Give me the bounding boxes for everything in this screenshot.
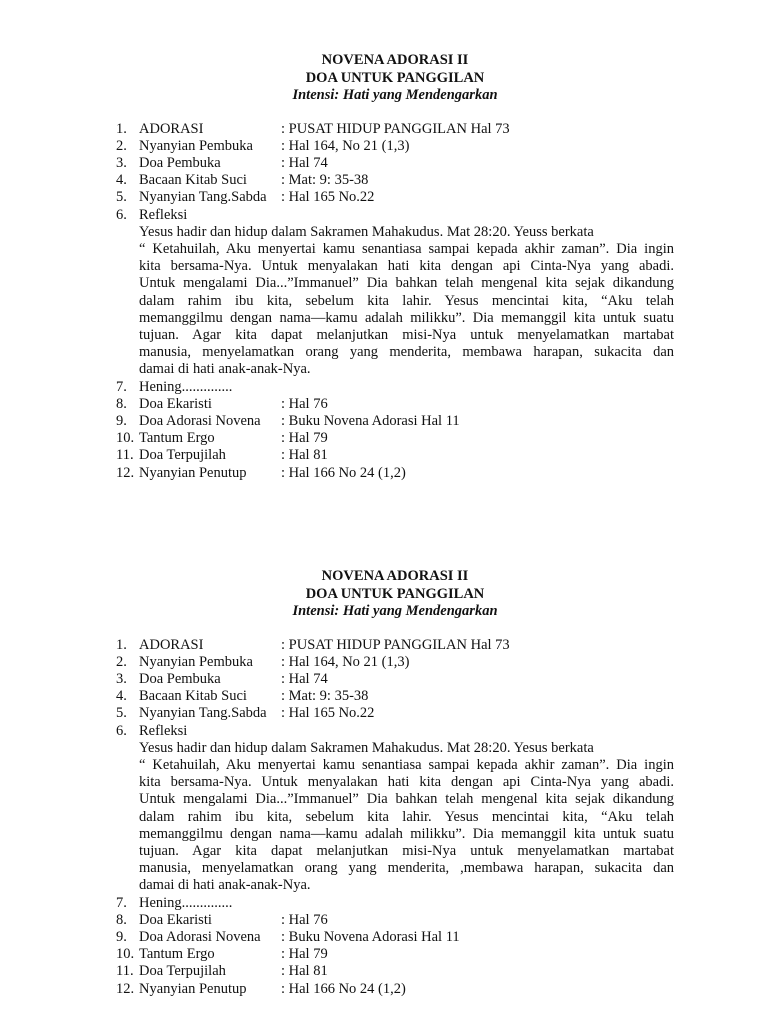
reflection-paragraph: [116, 224, 674, 379]
item-number: 8.: [116, 395, 127, 412]
item-label: Nyanyian Pembuka: [139, 653, 253, 670]
list-item: [116, 671, 674, 688]
item-value: : Hal 79: [281, 430, 328, 447]
list-item: [116, 705, 674, 722]
reflection-line: kita bersama-Nya. Untuk menyalakan hati kita dengan api Cinta-Nya yang abadi.: [139, 774, 674, 791]
list-item: [116, 172, 674, 189]
reflection-line: memanggilmu dengan nama—kamu adalah milikku”. Dia memanggil kita untuk suatu: [139, 825, 674, 842]
item-value: : Hal 76: [281, 911, 328, 928]
item-number: 7.: [116, 894, 127, 911]
item-label: Bacaan Kitab Suci: [139, 172, 247, 189]
list-item: [116, 413, 674, 430]
agenda-list: [116, 121, 674, 482]
item-value: : Buku Novena Adorasi Hal 11: [281, 412, 460, 429]
item-number: 11.: [116, 963, 134, 980]
list-item: [116, 465, 674, 482]
list-item: [116, 121, 674, 138]
item-number: 9.: [116, 412, 127, 429]
item-number: 2.: [116, 137, 127, 154]
item-value: : Hal 81: [281, 963, 328, 980]
item-label: Doa Ekaristi: [139, 395, 212, 412]
reflection-line: “ Ketahuilah, Aku menyertai kamu senantiasa sampai kepada akhir zaman”. Dia ingin: [139, 240, 674, 257]
list-item: [116, 189, 674, 206]
list-item: [116, 688, 674, 705]
reflection-line: memanggilmu dengan nama—kamu adalah milikku”. Dia memanggil kita untuk suatu: [139, 309, 674, 326]
item-label: Nyanyian Penutup: [139, 980, 247, 997]
item-value: : Hal 76: [281, 395, 328, 412]
agenda-list: [116, 637, 674, 998]
reflection-line: Yesus hadir dan hidup dalam Sakramen Mahakudus. Mat 28:20. Yeuss berkata: [139, 223, 594, 240]
item-number: 9.: [116, 928, 127, 945]
reflection-line: kita bersama-Nya. Untuk menyalakan hati kita dengan api Cinta-Nya yang abadi.: [139, 258, 674, 275]
list-item: [116, 654, 674, 671]
item-number: 3.: [116, 670, 127, 687]
reflection-line: dalam rahim ibu kita, sebelum kita lahir. Yesus mencintai kita, “Aku telah: [139, 808, 674, 825]
item-label: Doa Adorasi Novena: [139, 412, 261, 429]
list-item: [116, 929, 674, 946]
item-number: 2.: [116, 653, 127, 670]
list-item: [116, 723, 674, 740]
item-number: 6.: [116, 206, 127, 223]
item-label: Doa Ekaristi: [139, 911, 212, 928]
item-label: Doa Pembuka: [139, 154, 221, 171]
list-item: [116, 447, 674, 464]
item-value: : Hal 165 No.22: [281, 705, 375, 722]
item-value: : Mat: 9: 35-38: [281, 688, 369, 705]
item-number: 12.: [116, 464, 135, 481]
item-label: Refleksi: [139, 722, 188, 739]
item-label: Refleksi: [139, 206, 188, 223]
item-label: ADORASI: [139, 636, 204, 653]
list-item: [116, 946, 674, 963]
document-title: NOVENA ADORASI II: [321, 568, 469, 584]
reflection-line: dalam rahim ibu kita, sebelum kita lahir. Yesus mencintai kita, “Aku telah: [139, 292, 674, 309]
item-number: 1.: [116, 636, 127, 653]
document-subtitle: DOA UNTUK PANGGILAN: [305, 69, 485, 86]
item-label: Hening..............: [139, 894, 233, 911]
reflection-line: manusia, menyelamatkan orang yang menderita, ,membawa harapan, sukacita dan: [139, 860, 674, 877]
list-item: [116, 430, 674, 447]
reflection-line: manusia, menyelamatkan orang yang menderita, membawa harapan, sukacita dan: [139, 344, 674, 361]
item-number: 5.: [116, 705, 127, 722]
item-number: 8.: [116, 911, 127, 928]
reflection-line: Untuk mengalami Dia...”Immanuel” Dia bahkan telah mengenal kita sejak dikandung: [139, 791, 674, 808]
list-item: [116, 963, 674, 980]
item-number: 11.: [116, 447, 134, 464]
item-number: 1.: [116, 120, 127, 137]
item-value: : Hal 79: [281, 946, 328, 963]
list-item: [116, 138, 674, 155]
item-number: 10.: [116, 946, 135, 963]
list-item: [116, 155, 674, 172]
list-item: [116, 637, 674, 654]
item-value: : Hal 74: [281, 670, 328, 687]
item-label: Doa Adorasi Novena: [139, 928, 261, 945]
reflection-line: tujuan. Agar kita dapat melanjutkan misi-Nya untuk menyelamatkan martabat: [139, 842, 674, 859]
item-number: 6.: [116, 722, 127, 739]
novena-block-1: [116, 52, 674, 482]
list-item: [116, 396, 674, 413]
list-item: [116, 912, 674, 929]
item-label: Doa Terpujilah: [139, 963, 226, 980]
item-value: : Hal 164, No 21 (1,3): [281, 137, 410, 154]
reflection-paragraph: [116, 740, 674, 895]
item-number: 7.: [116, 378, 127, 395]
item-label: Nyanyian Penutup: [139, 464, 247, 481]
item-label: Hening..............: [139, 378, 233, 395]
item-label: Nyanyian Pembuka: [139, 137, 253, 154]
item-number: 4.: [116, 172, 127, 189]
item-number: 5.: [116, 189, 127, 206]
item-number: 3.: [116, 154, 127, 171]
document-subtitle: DOA UNTUK PANGGILAN: [305, 585, 485, 602]
reflection-line: Yesus hadir dan hidup dalam Sakramen Mahakudus. Mat 28:20. Yesus berkata: [139, 739, 594, 756]
item-label: Tantum Ergo: [139, 946, 215, 963]
item-label: ADORASI: [139, 120, 204, 137]
list-item: [116, 981, 674, 998]
item-value: : Hal 74: [281, 154, 328, 171]
item-label: Bacaan Kitab Suci: [139, 688, 247, 705]
item-label: Doa Terpujilah: [139, 447, 226, 464]
item-value: : Mat: 9: 35-38: [281, 172, 369, 189]
document-title: NOVENA ADORASI II: [321, 52, 469, 68]
reflection-line: “ Ketahuilah, Aku menyertai kamu senantiasa sampai kepada akhir zaman”. Dia ingin: [139, 756, 674, 773]
item-number: 12.: [116, 980, 135, 997]
novena-block-2: [116, 568, 674, 998]
item-value: : Hal 164, No 21 (1,3): [281, 653, 410, 670]
item-label: Tantum Ergo: [139, 430, 215, 447]
intention-line: Intensi: Hati yang Mendengarkan: [292, 87, 498, 103]
item-number: 4.: [116, 688, 127, 705]
reflection-line: damai di hati anak-anak-Nya.: [139, 361, 311, 378]
item-value: : Hal 81: [281, 447, 328, 464]
reflection-line: damai di hati anak-anak-Nya.: [139, 877, 311, 894]
reflection-line: Untuk mengalami Dia...”Immanuel” Dia bahkan telah mengenal kita sejak dikandung: [139, 275, 674, 292]
item-value: : Buku Novena Adorasi Hal 11: [281, 928, 460, 945]
item-label: Doa Pembuka: [139, 670, 221, 687]
list-item: [116, 207, 674, 224]
item-value: : PUSAT HIDUP PANGGILAN Hal 73: [281, 120, 510, 137]
item-value: : Hal 166 No 24 (1,2): [281, 464, 406, 481]
item-label: Nyanyian Tang.Sabda: [139, 705, 267, 722]
intention-line: Intensi: Hati yang Mendengarkan: [292, 603, 498, 619]
item-value: : PUSAT HIDUP PANGGILAN Hal 73: [281, 636, 510, 653]
reflection-line: tujuan. Agar kita dapat melanjutkan misi-Nya untuk menyelamatkan martabat: [139, 326, 674, 343]
item-value: : Hal 166 No 24 (1,2): [281, 980, 406, 997]
item-number: 10.: [116, 430, 135, 447]
list-item: [116, 379, 674, 396]
item-label: Nyanyian Tang.Sabda: [139, 189, 267, 206]
item-value: : Hal 165 No.22: [281, 189, 375, 206]
list-item: [116, 895, 674, 912]
